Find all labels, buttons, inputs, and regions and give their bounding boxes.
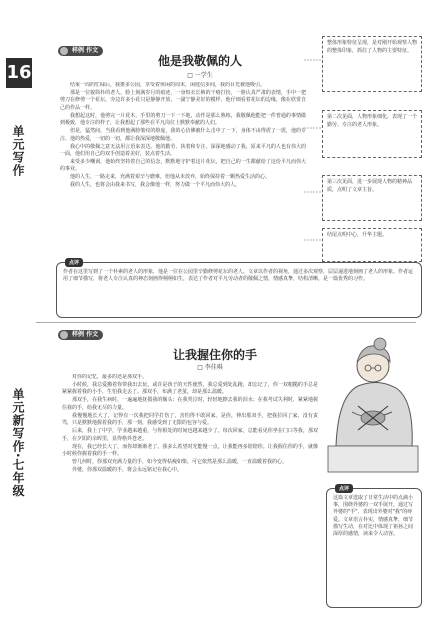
article1-note: 第二次见面，人物形象细化，表现了一个勤劳、专注的老人形象。	[322, 110, 422, 158]
article2-comment-box	[326, 488, 422, 608]
article1-paragraph: 我的人生，也将会由我来书写，我会像他一样，努力做一个平凡而伟大的人。	[70, 182, 241, 189]
article1-paragraph: 结束一周的忙碌后，我推多公园，享受着休闲的周末，闲庭信步间，我的目光被他吸引。	[70, 82, 266, 88]
article2-paragraph: 后来，我上了中学，学业越来越重，与你相处的时间也越来越少了。每次回家，总能看见你坐在门口等我，那双手，在夕阳的余晖里，显得格外苍老。	[62, 428, 318, 442]
article2-author: □ 李佳琪	[197, 364, 223, 371]
article1-paragraph: 我想起这时，他剪完一片花木，手里的剪刀一下一下地，动作是那么熟练，我敬佩他能把一件普通的事情做到极致，他专注的样子，让我想起了那些在平凡岗位上默默奉献的人们。	[60, 112, 306, 127]
article1-note: 整体形象特征呈现，是对刚开始观察人物的整体印象，抓住了人物的主要特征。	[322, 36, 422, 92]
article1-comment-text: 作者在这里写到了一个朴素的老人的形象，他是一位在公园里辛勤修剪花坛的老人。文章以作者的视角，通过多次观察，层层递进地刻画了老人的形象。作者运用了细节描写，将老人专注认真的神态刻画得栩栩如生，表达了作者对平凡劳动者的敬佩之情，情感真挚，结构清晰，是一篇优秀的习作。	[63, 269, 414, 283]
article2-paragraph: 对你的记忆，最多的还是那双手。	[72, 374, 148, 380]
article2-paragraph: 我慢慢地长大了，记得有一次我把同学打伤了，害怕得不敢回家。是你，伸出那双手，把我拉回了家，没有责骂，只是默默地握着我的手，那一刻，我感受到了无限的包容与爱。	[62, 412, 318, 427]
article1-badge-label: 样例 作文	[72, 47, 99, 54]
side-label-unit-writing: 单元写作	[11, 125, 25, 177]
article1-paragraph: 但是，猛然间，当我看到他满脸皱纹的脸庞，我的心仿佛被什么击中了一下，身体不由得震了一震，他的专注、他的热爱，一切的一切，都让我深深地敬佩他。	[60, 128, 306, 142]
article1-body	[60, 82, 306, 250]
article2-author-name: 李佳琪	[204, 364, 223, 371]
article2-paragraph: 小时候，我总爱搬着你带我出去玩，或许是孩子的天性使然，我总爱到处乱跑，却忘记了，你一双粗糙的手总是紧紧握着我的小手，生怕我走丢了。那双手，布满了老茧，却是那么温暖。	[62, 382, 318, 396]
article1-note: 第三次见面，进一步展现人物的精神品质，点明了文章主旨。	[322, 175, 422, 221]
article1-title: 他是我敬佩的人	[157, 54, 242, 68]
article2-paragraph: 曾几何时，你那双充满力量的手，如今变得枯瘦如柴，可它依然是那么温暖，一直温暖着我的心。	[72, 459, 288, 466]
grandmother-illustration	[318, 326, 422, 476]
article1-note: 结尾点明中心，升华主题。	[322, 228, 422, 262]
article1-author: □ 一学生	[187, 72, 213, 79]
article1-author-name: 一学生	[194, 72, 213, 79]
article2-comment-tag: 点评	[335, 484, 353, 493]
note-connector-lines	[300, 40, 324, 260]
article2-comment-text: 这篇文章选取了日常生活中的点滴小事，围绕外婆的一双手展开，通过写外婆的"手"，表现出外婆对"我"的疼爱。文章语言朴实，情感真挚，细节描写生动，在对比中体现了祖孙之间深厚的感情，读来令人动容。	[333, 495, 414, 538]
article2-badge	[58, 330, 103, 340]
side-label-book-title: 单元新写作·七年级	[11, 388, 25, 498]
article1-paragraph: 来受多少嘲讽，他始终坚持着自己的信念，默默地守护着这片花坛，把自己的一生都献给了这份平凡而伟大的事业。	[60, 159, 306, 173]
pencil-icon	[60, 47, 68, 55]
article2-badge-label: 样例 作文	[72, 331, 99, 338]
article2-paragraph: 外婆，你那双温暖的手，将会永远铭记在我心中。	[72, 467, 183, 474]
article2-title: 让我握住你的手	[172, 348, 257, 362]
article1-badge	[58, 46, 103, 56]
pencil-icon	[60, 331, 68, 339]
page-number: 16	[6, 58, 32, 88]
article1-comment-box	[56, 262, 422, 318]
article2-paragraph: 现在，我已经长大了，而你却渐渐老了。我多么希望时光能慢一点，让我能再多陪陪你。让我握住你的手，就像小时候你握着我的手一样。	[62, 443, 318, 458]
article1-comment-tag: 点评	[65, 258, 83, 267]
article2-paragraph: 那双手，在我生病时，一遍遍地抚摸我的额头；在我哭泣时，轻轻地擦去我的泪水；在我考试失利时，紧紧地握住我的手，给我无尽的力量。	[62, 397, 318, 411]
article1-paragraph: 那是一位貌简朴的老人，脸上刻满岁月的痕迹，一身短衣长裤的干瘪打扮，一脸认真严肃的表情，手中一把剪刀在修剪一个花坛，旁边许多小花只是静静开放，一副宁静美好的模样，他仔细看着花坛的边缘，像在欣赏自己的作品一样。	[60, 90, 306, 111]
article2-body	[62, 374, 318, 610]
side-band	[0, 0, 34, 618]
article1-paragraph: 我心中的敬佩之意无法用言语来表达。他的勤劳、执着和专注，深深地感动了我，原来平凡的人也有伟大的一面，他们用自己的双手创造着美好，装点着生活。	[60, 143, 306, 158]
article1-paragraph: 他的人生，一路走来，充满着艰辛与磨难，但他从未放弃，始终保持着一颗热爱生活的心。	[70, 174, 271, 181]
section-divider	[36, 322, 416, 323]
